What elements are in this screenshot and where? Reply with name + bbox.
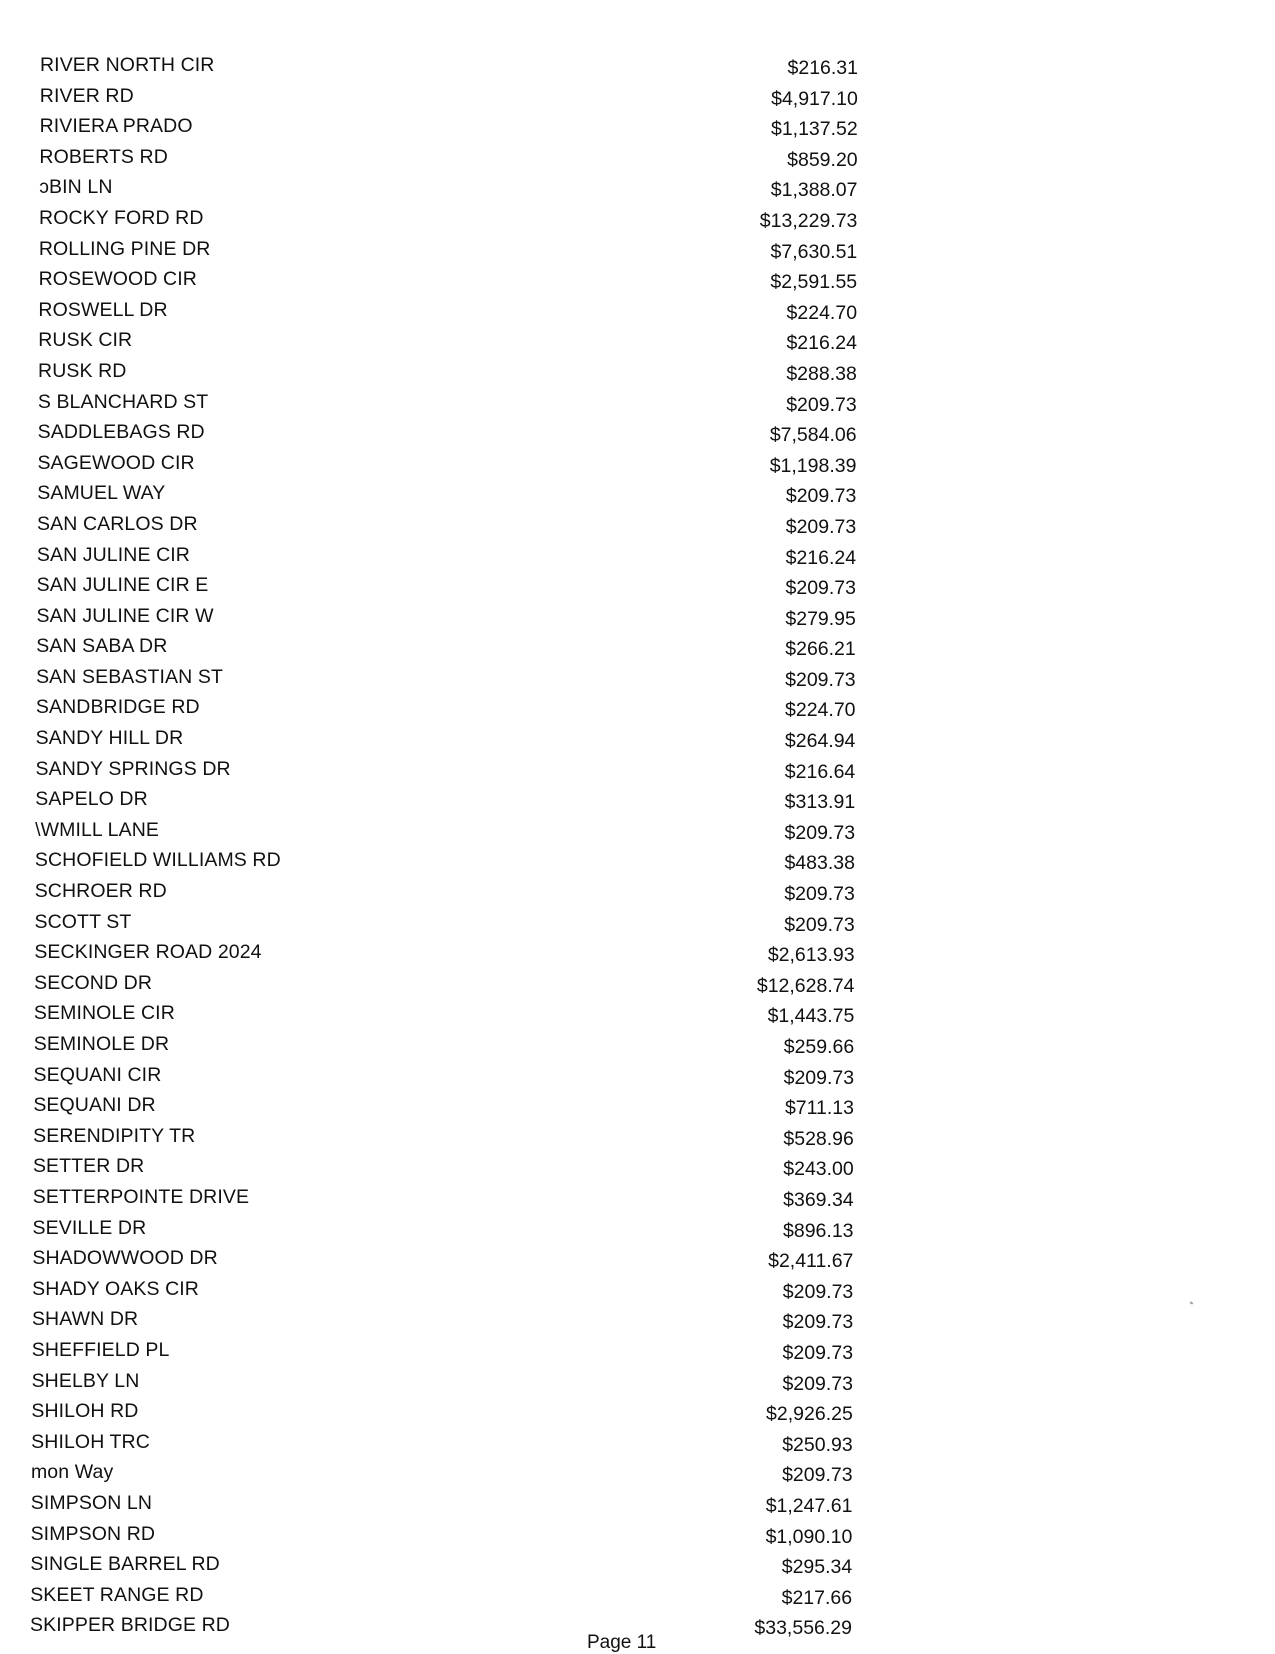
street-name: SHEFFIELD PL (31, 1338, 170, 1361)
amount-value: $2,926.25 (766, 1403, 853, 1426)
street-name: SIMPSON LN (30, 1491, 153, 1514)
table-row (0, 1062, 1275, 1093)
street-name: ↄBIN LN (39, 176, 113, 199)
amount-value: $1,247.61 (765, 1494, 853, 1517)
amount-value: $2,591.55 (770, 271, 858, 294)
table-row (0, 113, 1275, 144)
street-name: SANDBRIDGE RD (35, 696, 200, 719)
street-name: SEMINOLE CIR (33, 1002, 175, 1025)
amount-value: $313.91 (784, 791, 856, 814)
table-row (0, 450, 1275, 481)
street-name: \WMILL LANE (35, 818, 160, 841)
amount-value: $7,584.06 (769, 424, 857, 447)
table-row (0, 664, 1275, 695)
table-row (0, 1092, 1275, 1123)
table-row (0, 1398, 1275, 1429)
amount-value: $209.73 (786, 393, 857, 416)
street-name: SETTER DR (32, 1155, 145, 1178)
street-name: SHILOH TRC (31, 1430, 150, 1453)
street-name: SAGEWOOD CIR (37, 451, 195, 474)
amount-value: $1,090.10 (765, 1525, 853, 1548)
amount-value: $7,630.51 (770, 240, 858, 263)
amount-value: $1,443.75 (767, 1005, 855, 1028)
table-row (0, 1245, 1275, 1276)
amount-value: $288.38 (786, 362, 857, 385)
amount-value: $216.31 (787, 57, 858, 79)
street-name: SAPELO DR (35, 788, 148, 811)
street-name: SKEET RANGE RD (30, 1583, 204, 1606)
amount-value: $224.70 (785, 699, 856, 722)
table-row (0, 572, 1275, 603)
amount-value: $1,137.52 (770, 118, 858, 141)
table-row (0, 1306, 1275, 1337)
amount-value: $209.73 (785, 485, 857, 508)
amount-value: $209.73 (782, 1341, 854, 1364)
table-row (0, 1337, 1275, 1368)
table-row (0, 603, 1275, 634)
table-row (0, 1368, 1275, 1399)
table-row (0, 1215, 1275, 1246)
amount-value: $209.73 (783, 1066, 855, 1089)
table-row (0, 725, 1275, 756)
amount-value: $483.38 (784, 852, 855, 875)
amount-value: $1,388.07 (770, 179, 858, 202)
street-name: SADDLEBAGS RD (37, 421, 205, 444)
amount-value: $250.93 (782, 1433, 853, 1456)
table-row (0, 205, 1275, 236)
table-row (0, 542, 1275, 573)
table-row (0, 297, 1275, 328)
table-row (0, 847, 1275, 878)
street-name: ROCKY FORD RD (39, 206, 204, 229)
street-name: SAN JULINE CIR W (36, 604, 214, 627)
amount-value: $295.34 (781, 1556, 853, 1579)
table-row (0, 1276, 1275, 1307)
amount-value: $216.24 (785, 546, 857, 569)
street-name: SANDY HILL DR (35, 727, 184, 750)
table-row (0, 817, 1275, 848)
amount-value: $209.73 (782, 1280, 854, 1303)
street-name: RUSK RD (38, 359, 127, 382)
street-name: RIVER NORTH CIR (40, 54, 215, 76)
street-name: RUSK CIR (38, 329, 133, 352)
street-name: SCHROER RD (34, 880, 167, 903)
table-row (0, 878, 1275, 909)
street-name: SERENDIPITY TR (33, 1124, 196, 1147)
street-name: SEVILLE DR (32, 1216, 147, 1239)
street-name: SAN JULINE CIR E (36, 574, 209, 597)
amount-value: $4,917.10 (771, 87, 858, 110)
street-name: SEQUANI DR (33, 1094, 156, 1117)
table-row (0, 786, 1275, 817)
street-name: SAMUEL WAY (37, 482, 166, 505)
amount-value: $2,613.93 (767, 944, 855, 967)
street-name: ROBERTS RD (39, 145, 168, 168)
page-number: Page 11 (587, 1632, 657, 1653)
street-name: SANDY SPRINGS DR (35, 757, 231, 780)
street-name: RIVIERA PRADO (39, 115, 193, 138)
street-name: SAN SEBASTIAN ST (36, 665, 223, 688)
table-row (0, 480, 1275, 511)
amount-value: $13,229.73 (759, 209, 858, 232)
table-row (0, 419, 1275, 450)
table-row (0, 327, 1275, 358)
amount-value: $259.66 (783, 1036, 855, 1058)
street-name: SINGLE BARREL RD (30, 1553, 220, 1576)
street-name: SAN SABA DR (36, 635, 168, 658)
table-row (0, 174, 1275, 205)
amount-value: $209.73 (782, 1372, 853, 1395)
street-name: S BLANCHARD ST (37, 390, 209, 413)
table-row (0, 1031, 1275, 1062)
amount-value: $209.73 (784, 821, 856, 844)
table-row (0, 389, 1275, 420)
table-row (0, 1123, 1275, 1154)
street-name: ROSEWOOD CIR (38, 268, 197, 291)
amount-value: $859.20 (787, 148, 858, 171)
table-row (0, 236, 1275, 267)
street-name: SCOTT ST (34, 910, 132, 933)
street-name: SKIPPER BRIDGE RD (30, 1614, 230, 1637)
amount-value: $369.34 (783, 1188, 854, 1211)
amount-value: $896.13 (783, 1219, 854, 1242)
amount-value: $12,628.74 (756, 974, 855, 997)
table-row (0, 694, 1275, 725)
amount-value: $711.13 (784, 1097, 854, 1120)
street-amount-list (0, 52, 1275, 1643)
table-row (0, 1000, 1275, 1031)
street-name: SAN JULINE CIR (36, 543, 190, 566)
street-name: mon Way (30, 1461, 114, 1484)
amount-value: $209.73 (782, 1311, 854, 1334)
amount-value: $264.94 (784, 730, 856, 753)
street-name: SHAWN DR (31, 1308, 139, 1331)
street-name: SHADY OAKS CIR (32, 1277, 199, 1300)
table-row (0, 1459, 1275, 1490)
amount-value: $224.70 (786, 301, 858, 324)
table-row (0, 1429, 1275, 1460)
street-name: SEQUANI CIR (33, 1063, 162, 1086)
street-name: ROLLING PINE DR (38, 237, 211, 260)
street-name: SEMINOLE DR (33, 1033, 170, 1055)
amount-value: $209.73 (785, 668, 856, 691)
table-row (0, 83, 1275, 114)
amount-value: $279.95 (785, 607, 856, 630)
amount-value: $216.24 (786, 332, 857, 355)
street-name: SETTERPOINTE DRIVE (32, 1185, 250, 1208)
amount-value: $209.73 (785, 515, 857, 538)
street-name: SAN CARLOS DR (37, 512, 198, 535)
table-row (0, 266, 1275, 297)
table-row (0, 1184, 1275, 1215)
table-row (0, 970, 1275, 1001)
amount-value: $209.73 (785, 577, 856, 600)
amount-value: $216.64 (784, 760, 856, 783)
amount-value: $528.96 (783, 1127, 854, 1150)
amount-value: $2,411.67 (768, 1250, 854, 1273)
table-row (0, 511, 1275, 542)
table-row (0, 1490, 1275, 1521)
street-name: SECKINGER ROAD 2024 (34, 941, 262, 964)
street-name: SIMPSON RD (30, 1522, 156, 1545)
table-row (0, 939, 1275, 970)
table-row (0, 1521, 1275, 1552)
table-row (0, 52, 1275, 83)
street-name: SHELBY LN (31, 1369, 140, 1392)
amount-value: $217.66 (781, 1586, 853, 1609)
amount-value: $243.00 (783, 1158, 854, 1181)
amount-value: $266.21 (785, 638, 856, 661)
table-row (0, 909, 1275, 940)
table-row (0, 1153, 1275, 1184)
street-name: SCHOFIELD WILLIAMS RD (34, 849, 281, 872)
street-name: ROSWELL DR (38, 298, 168, 321)
amount-value: $209.73 (782, 1464, 853, 1487)
street-name: SHILOH RD (31, 1400, 139, 1423)
street-name: SHADOWWOOD DR (32, 1247, 218, 1270)
table-row (0, 633, 1275, 664)
table-row (0, 144, 1275, 175)
street-name: SECOND DR (34, 971, 153, 994)
table-row (0, 1551, 1275, 1582)
street-name: RIVER RD (39, 84, 134, 107)
amount-value: $209.73 (784, 883, 855, 906)
amount-value: $33,556.29 (754, 1617, 852, 1640)
amount-value: $209.73 (784, 913, 855, 936)
table-row (0, 756, 1275, 787)
table-row (0, 1582, 1275, 1613)
table-row (0, 358, 1275, 389)
amount-value: $1,198.39 (769, 454, 857, 477)
